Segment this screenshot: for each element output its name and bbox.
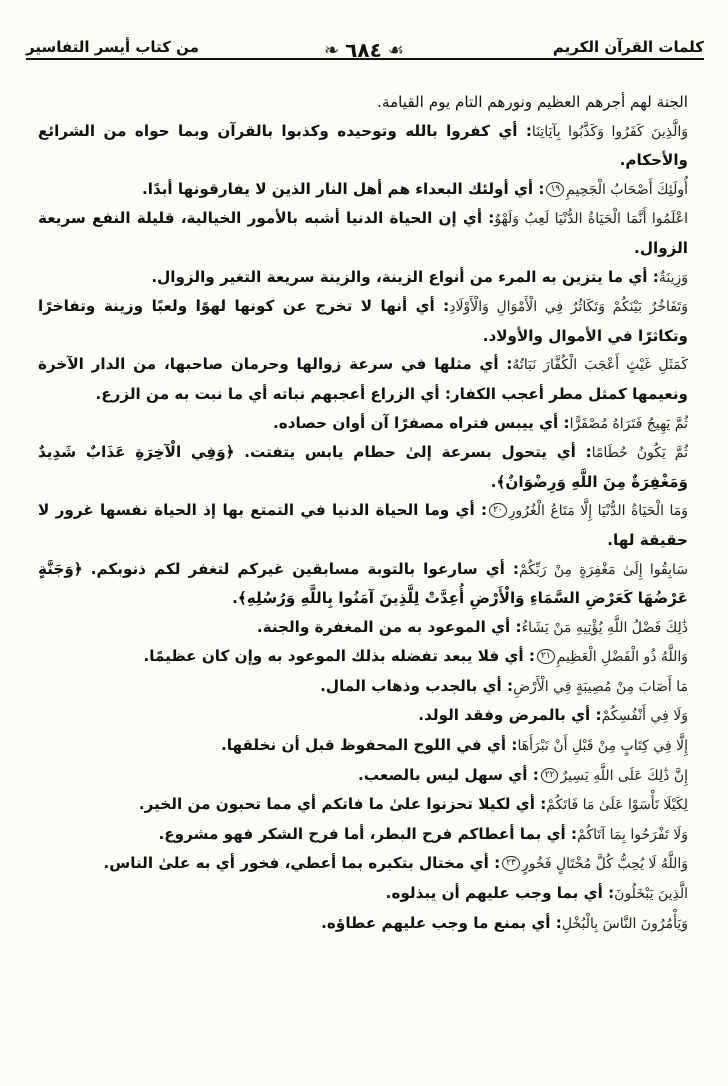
entry — [38, 117, 688, 175]
entry — [38, 496, 688, 554]
header-left-title: من كتاب أيسر التفاسير — [26, 38, 199, 56]
explanation-text: : أي بالمرض وفقد الولد. — [418, 706, 602, 725]
explanation-text: : أي الموعود به من المغفرة والجنة. — [256, 617, 522, 636]
quran-phrase: ذَٰلِكَ فَضْلُ اللَّهِ يُؤْتِيهِ مَنْ يَشَاءُ — [521, 619, 688, 636]
explanation-text: : أي مثلها في سرعة زوالها وحرمان صاحبها، من الدار الآخرة ونعيمها كمثل مطر أعجب الكفار: أي الزراع أعجبهم نباته أي ما نبت به من الزرع. — [38, 355, 688, 403]
entry — [38, 204, 688, 262]
entry — [38, 263, 688, 293]
quran-phrase: وَالَّذِينَ كَفَرُوا وَكَذَّبُوا بِآيَاتِنَا — [531, 123, 689, 140]
quran-phrase: وَلَا فِي أَنْفُسِكُمْ — [601, 708, 688, 725]
ornament-right-icon: ☙ — [387, 39, 404, 61]
header-rule — [26, 58, 704, 60]
verse-number-marker: ٢٢ — [541, 768, 559, 783]
quran-phrase: اعْلَمُوا أَنَّمَا الْحَيَاةُ الدُّنْيَا لَعِبٌ وَلَهْوٌ — [494, 211, 688, 228]
verse-number-marker: ٢١ — [537, 649, 555, 664]
quran-phrase: وَاللَّهُ ذُو الْفَضْلِ الْعَظِيمِ — [556, 649, 688, 666]
text-body — [38, 88, 688, 938]
quran-phrase: وَزِينَةٌ — [658, 269, 688, 286]
explanation-text: : أي سهل ليس بالصعب. — [358, 765, 539, 784]
explanation-text: : أي فلا يبعد تفضله بذلك الموعود به وإن كان عظيمًا. — [143, 647, 535, 666]
explanation-text: : أي أولئك البعداء هم أهل النار الذين لا يفارقونها أبدًا. — [141, 179, 545, 198]
quran-phrase: إِلَّا فِي كِتَابٍ مِنْ قَبْلِ أَنْ نَبْرَأَهَا — [517, 738, 688, 755]
entry — [38, 555, 688, 613]
explanation-text: : أي ما يتزين به المرء من أنواع الزينة، والزينة سريعة التغير والزوال. — [151, 267, 659, 286]
quran-phrase: ثُمَّ يَكُونُ حُطَامًا — [591, 445, 688, 462]
entry — [38, 642, 688, 672]
explanation-text: : أي سارعوا بالتوبة مسابقين غيركم لتغفر لكم ذنوبكم. ﴿وَجَنَّةٍ عَرْضُهَا كَعَرْضِ السَّمَاءِ وَالْأَرْضِ أُعِدَّتْ لِلَّذِينَ آمَنُوا بِاللَّهِ وَرُسُلِهِ﴾. — [38, 559, 688, 608]
quran-phrase: لِكَيْلَا تَأْسَوْا عَلَىٰ مَا فَاتَكُمْ — [546, 797, 688, 814]
explanation-text: : أي بما وجب عليهم أن يبذلوه. — [385, 884, 615, 903]
entry — [38, 613, 688, 643]
entry — [38, 409, 688, 439]
quran-phrase: وَاللَّهُ لَا يُحِبُّ كُلَّ مُخْتَالٍ فَخُورٍ — [521, 856, 688, 873]
header-right-title: كلمات القرآن الكريم — [552, 38, 704, 56]
entry — [38, 350, 688, 408]
entry — [38, 909, 688, 939]
ornament-left-icon: ❧ — [324, 39, 340, 61]
page-number: ٦٨٤ — [345, 38, 382, 62]
entry — [38, 701, 688, 731]
quran-phrase: وَلَا تَفْرَحُوا بِمَا آتَاكُمْ — [577, 826, 688, 843]
entry — [38, 879, 688, 909]
quran-phrase: الَّذِينَ يَبْخَلُونَ — [614, 886, 688, 903]
entry — [38, 790, 688, 820]
entry — [38, 761, 688, 791]
quran-phrase: مَا أَصَابَ مِنْ مُصِيبَةٍ فِي الْأَرْضِ — [513, 678, 688, 695]
explanation-text: : أي أنها لا تخرج عن كونها لهوًا ولعبًا وزينة وتفاخرًا وتكاثرًا في الأموال والأولاد. — [38, 297, 688, 345]
quran-phrase: أُولَئِكَ أَصْحَابُ الْجَحِيمِ — [566, 181, 688, 198]
explanation-text: : أي وما الحياة الدنيا في التمتع بها إذ الحياة نفسها غرور لا حقيقة لها. — [38, 501, 688, 549]
explanation-text: : أي لكيلا تحزنوا علىٰ ما فاتكم أي مما تحبون من الخير. — [138, 795, 547, 814]
quran-phrase: وَيَأْمُرُونَ النَّاسَ بِالْبُخْلِ — [561, 915, 688, 932]
entry — [38, 849, 688, 879]
entry — [38, 820, 688, 850]
quran-phrase: وَتَفَاخُرٌ بَيْنَكُمْ وَتَكَاثُرٌ فِي الْأَمْوَالِ وَالْأَوْلَادِ — [449, 299, 688, 316]
explanation-text: : أي ييبس فتراه مصفرًا آن أوان حصاده. — [272, 413, 570, 432]
explanation-text: : أي إن الحياة الدنيا أشبه بالأمور الخيالية، قليلة النفع سريعة الزوال. — [38, 209, 688, 257]
quran-phrase: كَمَثَلِ غَيْثٍ أَعْجَبَ الْكُفَّارَ نَبَاتُهُ — [512, 357, 688, 374]
verse-number-marker: ٢٠ — [489, 503, 507, 518]
explanation-text: : أي يتحول بسرعة إلىٰ حطام يابس يتفتت. ﴿وَفِي الْآخِرَةِ عَذَابٌ شَدِيدٌ وَمَغْفِرَةٌ مِنَ اللَّهِ وَرِضْوَانٌ﴾. — [38, 443, 688, 491]
entry — [38, 175, 688, 205]
entry — [38, 731, 688, 761]
explanation-text: : أي مختال بتكبره بما أعطي، فخور أي به علىٰ الناس. — [103, 854, 501, 873]
quran-phrase: ثُمَّ يَهِيجُ فَتَرَاهُ مُصْفَرًّا — [569, 415, 688, 432]
quran-phrase: سَابِقُوا إِلَىٰ مَغْفِرَةٍ مِنْ رَبِّكُمْ — [518, 561, 688, 578]
quran-phrase: وَمَا الْحَيَاةُ الدُّنْيَا إِلَّا مَتَاعُ الْغُرُورِ — [508, 503, 688, 520]
verse-number-marker: ٢٣ — [502, 856, 520, 871]
explanation-text: : أي بما أعطاكم فرح البطر، أما فرح الشكر فهو مشروع. — [158, 824, 578, 843]
entry — [38, 672, 688, 702]
explanation-text: : أي في اللوح المحفوظ قبل أن نخلقها. — [220, 736, 518, 755]
explanation-text: الجنة لهم أجرهم العظيم ونورهم التام يوم القيامة. — [377, 93, 688, 111]
entry — [38, 88, 688, 117]
explanation-text: : أي بالجدب وذهاب المال. — [320, 676, 514, 695]
entry — [38, 438, 688, 496]
explanation-text: : أي بمنع ما وجب عليهم عطاؤه. — [321, 913, 562, 932]
verse-number-marker: ١٩ — [546, 182, 564, 197]
entry — [38, 292, 688, 350]
explanation-text: : أي كفروا بالله وتوحيده وكذبوا بالقرآن وبما حواه من الشرائع والأحكام. — [38, 121, 688, 170]
quran-phrase: إِنَّ ذَٰلِكَ عَلَى اللَّهِ يَسِيرٌ — [560, 767, 688, 784]
